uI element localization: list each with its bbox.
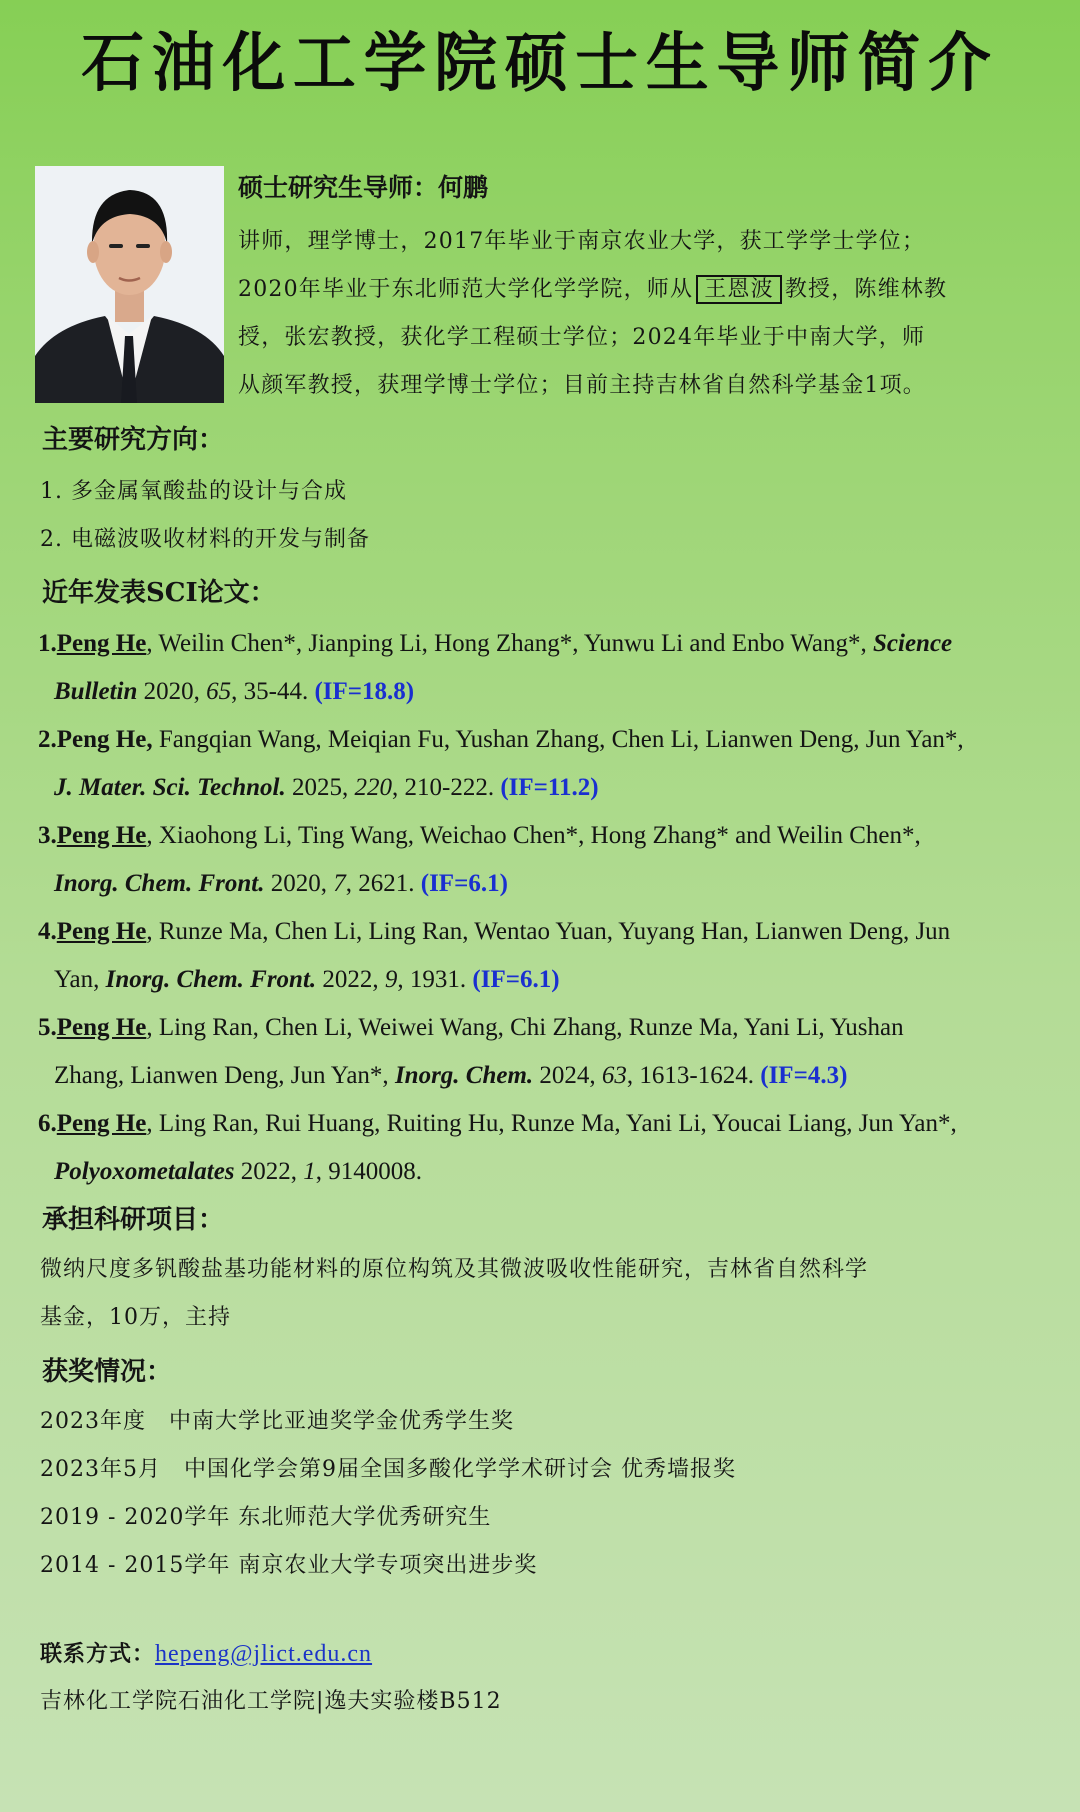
paper-journal: Inorg. Chem. Front. xyxy=(105,966,317,993)
mentor-title: 硕士研究生导师：何鹏 xyxy=(238,173,489,202)
paper-pages: , 1613-1624. xyxy=(626,1062,761,1089)
paper-first-author: Peng He xyxy=(56,1110,147,1137)
research-heading: 主要研究方向： xyxy=(42,425,225,455)
paper-number: 3. xyxy=(38,822,57,849)
project-text: 基金，10万，主持 xyxy=(40,1305,231,1330)
bio-text: 2020年毕业于东北师范大学化学学院，师从 xyxy=(238,277,694,302)
contact-label: 联系方式： xyxy=(40,1641,156,1667)
paper-3 xyxy=(38,812,1048,908)
paper-volume: 7 xyxy=(333,870,346,897)
boxed-name: 王恩波 xyxy=(696,275,782,304)
paper-4 xyxy=(38,908,1048,1004)
paper-pages: , 35-44. xyxy=(231,678,315,705)
portrait-photo xyxy=(35,166,224,403)
bio-line xyxy=(238,362,1048,410)
award-item: 2023年5月 中国化学会第9届全国多酸化学学术研讨会 优秀墙报奖 xyxy=(40,1457,736,1482)
paper-year: 2024, xyxy=(533,1062,602,1089)
research-item: 2. 电磁波吸收材料的开发与制备 xyxy=(40,527,370,552)
bio-text: 教授，陈维林教 xyxy=(784,277,948,302)
paper-1 xyxy=(38,620,1048,716)
paper-authors: Yan, xyxy=(54,966,106,993)
paper-year: 2022, xyxy=(234,1158,304,1185)
paper-pages: , 9140008. xyxy=(315,1158,423,1185)
bio-line xyxy=(238,314,1048,362)
impact-factor: (IF=11.2) xyxy=(500,774,599,801)
awards-heading: 获奖情况： xyxy=(42,1357,173,1387)
paper-number: 1. xyxy=(38,630,57,657)
paper-pages: , 1931. xyxy=(397,966,473,993)
award-item: 2014 - 2015学年 南京农业大学专项突出进步奖 xyxy=(40,1553,538,1578)
paper-journal: J. Mater. Sci. Technol. xyxy=(54,774,286,801)
paper-volume: 63 xyxy=(601,1062,627,1089)
contact-row xyxy=(40,1636,372,1672)
bio-text: 从颜军教授，获理学博士学位；目前主持吉林省自然科学基金1项。 xyxy=(238,373,926,398)
paper-volume: 65 xyxy=(206,678,232,705)
paper-first-author: Peng He xyxy=(56,822,147,849)
page-title: 石油化工学院硕士生导师简介 xyxy=(81,26,999,101)
paper-volume: 220 xyxy=(354,774,392,801)
impact-factor: (IF=6.1) xyxy=(420,870,508,897)
paper-year: 2020, xyxy=(137,678,207,705)
award-item: 2019 - 2020学年 东北师范大学优秀研究生 xyxy=(40,1505,492,1530)
paper-volume: 1 xyxy=(303,1158,316,1185)
paper-2 xyxy=(38,716,1048,812)
paper-pages: , 2621. xyxy=(345,870,421,897)
award-item: 2023年度 中南大学比亚迪奖学金优秀学生奖 xyxy=(40,1409,514,1434)
impact-factor: (IF=4.3) xyxy=(760,1062,848,1089)
paper-year: 2020, xyxy=(264,870,334,897)
bio-text: 授，张宏教授，获化学工程硕士学位；2024年毕业于中南大学，师 xyxy=(238,325,926,350)
paper-first-author: Peng He, xyxy=(56,726,153,753)
papers-heading: 近年发表SCI论文： xyxy=(42,578,276,608)
paper-authors: , Runze Ma, Chen Li, Ling Ran, Wentao Yuan, Yuyang Han, Lianwen Deng, Jun xyxy=(146,918,951,945)
paper-year: 2025, xyxy=(285,774,355,801)
projects-heading: 承担科研项目： xyxy=(42,1205,225,1235)
project-text: 微纳尺度多钒酸盐基功能材料的原位构筑及其微波吸收性能研究，吉林省自然科学 xyxy=(40,1257,869,1282)
paper-year: 2022, xyxy=(316,966,385,993)
paper-number: 2. xyxy=(38,726,57,753)
paper-first-author: Peng He xyxy=(56,918,147,945)
paper-pages: , 210-222. xyxy=(392,774,501,801)
email-link[interactable]: hepeng@jlict.edu.cn xyxy=(155,1641,373,1667)
impact-factor: (IF=6.1) xyxy=(472,966,560,993)
paper-5 xyxy=(38,1004,1048,1100)
paper-authors: , Ling Ran, Chen Li, Weiwei Wang, Chi Zhang, Runze Ma, Yani Li, Yushan xyxy=(146,1014,904,1041)
paper-number: 6. xyxy=(38,1110,57,1137)
paper-first-author: Peng He xyxy=(56,1014,147,1041)
paper-number: 5. xyxy=(38,1014,57,1041)
paper-6 xyxy=(38,1100,1048,1196)
paper-journal: Science xyxy=(873,630,953,657)
paper-first-author: Peng He xyxy=(56,630,147,657)
paper-journal: Inorg. Chem. Front. xyxy=(54,870,265,897)
paper-authors: Fangqian Wang, Meiqian Fu, Yushan Zhang, Chen Li, Lianwen Deng, Jun Yan*, xyxy=(152,726,964,753)
paper-journal: Polyoxometalates xyxy=(54,1158,235,1185)
paper-authors: , Xiaohong Li, Ting Wang, Weichao Chen*, Hong Zhang* and Weilin Chen*, xyxy=(146,822,921,849)
paper-authors: , Weilin Chen*, Jianping Li, Hong Zhang*, Yunwu Li and Enbo Wang*, xyxy=(146,630,874,657)
bio-text: 讲师，理学博士，2017年毕业于南京农业大学，获工学学士学位； xyxy=(238,229,926,254)
bio-line xyxy=(238,218,1048,266)
bio-line xyxy=(238,266,1048,314)
research-item: 1. 多金属氧酸盐的设计与合成 xyxy=(40,479,347,504)
paper-journal: Bulletin xyxy=(54,678,138,705)
contact-address: 吉林化工学院石油化工学院|逸夫实验楼B512 xyxy=(40,1689,502,1714)
impact-factor: (IF=18.8) xyxy=(314,678,415,705)
paper-volume: 9 xyxy=(384,966,398,993)
mentor-bio xyxy=(238,218,1048,410)
paper-journal: Inorg. Chem. xyxy=(394,1062,534,1089)
paper-authors: , Ling Ran, Rui Huang, Ruiting Hu, Runze Ma, Yani Li, Youcai Liang, Jun Yan*, xyxy=(146,1110,957,1137)
paper-authors: Zhang, Lianwen Deng, Jun Yan*, xyxy=(54,1062,395,1089)
paper-number: 4. xyxy=(38,918,57,945)
